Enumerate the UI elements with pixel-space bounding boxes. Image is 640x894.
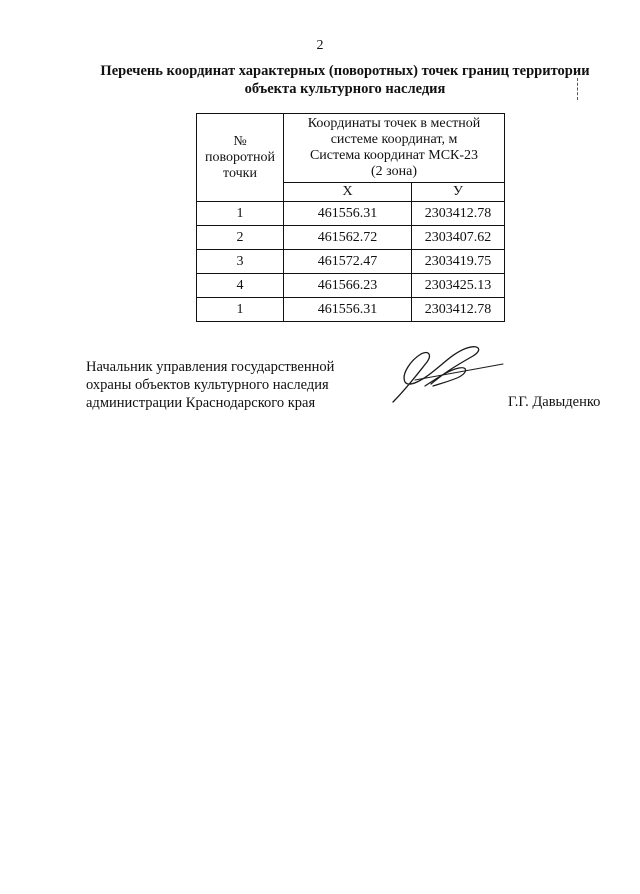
cell-x: 461556.31 xyxy=(284,202,412,226)
cell-y: 2303419.75 xyxy=(412,250,505,274)
cell-y: 2303425.13 xyxy=(412,274,505,298)
header-point-line: поворотной xyxy=(205,149,275,165)
header-y: У xyxy=(412,183,505,202)
table-row xyxy=(197,274,505,298)
position-line: администрации Краснодарского края xyxy=(86,395,316,411)
cell-x: 461572.47 xyxy=(284,250,412,274)
cell-point-number: 4 xyxy=(197,274,284,298)
header-coords-line: системе координат, м xyxy=(330,132,458,147)
cell-y: 2303412.78 xyxy=(412,298,505,322)
position-line: Начальник управления государственной xyxy=(86,359,335,375)
coordinates-table xyxy=(196,113,505,322)
table-row xyxy=(197,202,505,226)
header-x: X xyxy=(284,183,412,202)
cell-point-number: 2 xyxy=(197,226,284,250)
cell-y: 2303407.62 xyxy=(412,226,505,250)
cell-point-number: 1 xyxy=(197,298,284,322)
cell-point-number: 1 xyxy=(197,202,284,226)
header-point-number xyxy=(197,114,284,202)
cell-x: 461562.72 xyxy=(284,226,412,250)
position-line: охраны объектов культурного наследия xyxy=(86,377,329,393)
document-title xyxy=(70,62,620,98)
header-point-line: точки xyxy=(223,165,257,181)
title-line-2: объекта культурного наследия xyxy=(244,81,446,97)
cell-point-number: 3 xyxy=(197,250,284,274)
table-row xyxy=(197,250,505,274)
page-number: 2 xyxy=(316,38,324,53)
table-row xyxy=(197,226,505,250)
table-row xyxy=(197,298,505,322)
cell-y: 2303412.78 xyxy=(412,202,505,226)
header-coords-line: Система координат МСК-23 xyxy=(309,148,479,163)
header-point-line: № xyxy=(233,133,247,149)
header-coordinates xyxy=(284,114,505,183)
signatory-position xyxy=(86,358,386,412)
title-line-1: Перечень координат характерных (поворотных) точек границ территории xyxy=(100,63,590,79)
scan-edge-mark xyxy=(577,78,578,100)
table-header-row xyxy=(197,114,505,183)
cell-x: 461566.23 xyxy=(284,274,412,298)
cell-x: 461556.31 xyxy=(284,298,412,322)
header-coords-line: (2 зона) xyxy=(371,164,417,179)
signer-name: Г.Г. Давыденко xyxy=(508,394,601,410)
header-coords-line: Координаты точек в местной xyxy=(307,116,481,131)
handwritten-signature-icon xyxy=(385,340,505,410)
